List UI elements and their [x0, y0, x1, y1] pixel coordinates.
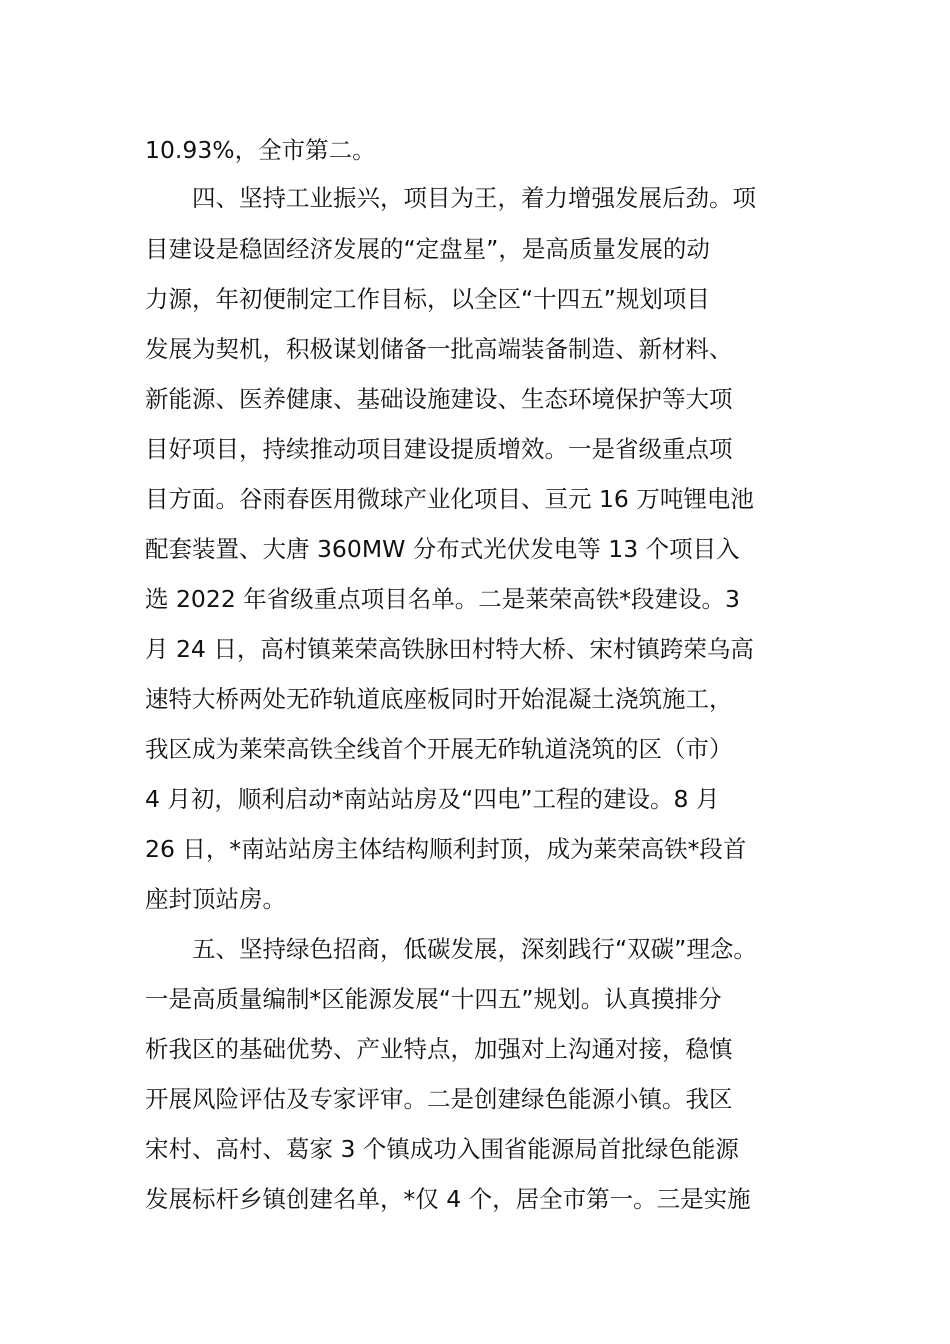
text-line: 4 月初，顺利启动*南站站房及“四电”工程的建设。8 月	[145, 785, 720, 813]
text-line: 力源，年初便制定工作目标，以全区“十四五”规划项目	[145, 285, 710, 313]
text-line: 宋村、高村、葛家 3 个镇成功入围省能源局首批绿色能源	[145, 1135, 739, 1163]
text-line: 一是高质量编制*区能源发展“十四五”规划。认真摸排分	[145, 985, 722, 1013]
text-line: 10.93%，全市第二。	[145, 136, 376, 164]
text-line: 开展风险评估及专家评审。二是创建绿色能源小镇。我区	[145, 1085, 733, 1113]
paragraph-5-first-line: 五、坚持绿色招商，低碳发展，深刻践行“双碳”理念。	[192, 935, 757, 963]
text-line: 发展为契机，积极谋划储备一批高端装备制造、新材料、	[145, 335, 733, 363]
text-line: 发展标杆乡镇创建名单，*仅 4 个，居全市第一。三是实施	[145, 1185, 751, 1213]
text-line: 新能源、医养健康、基础设施建设、生态环境保护等大项	[145, 385, 733, 413]
text-line: 选 2022 年省级重点项目名单。二是莱荣高铁*段建设。3	[145, 585, 740, 613]
text-line: 我区成为莱荣高铁全线首个开展无砟轨道浇筑的区（市）	[145, 735, 733, 763]
text-line: 配套装置、大唐 360MW 分布式光伏发电等 13 个项目入	[145, 535, 740, 563]
text-line: 目好项目，持续推动项目建设提质增效。一是省级重点项	[145, 435, 733, 463]
text-line: 目建设是稳固经济发展的“定盘星”，是高质量发展的动	[145, 235, 710, 263]
text-line: 目方面。谷雨春医用微球产业化项目、亘元 16 万吨锂电池	[145, 485, 754, 513]
text-line: 月 24 日，高村镇莱荣高铁脉田村特大桥、宋村镇跨荣乌高	[145, 635, 754, 663]
text-line: 析我区的基础优势、产业特点，加强对上沟通对接，稳慎	[145, 1035, 733, 1063]
text-line: 座封顶站房。	[145, 885, 286, 913]
paragraph-4-first-line: 四、坚持工业振兴，项目为王，着力增强发展后劲。项	[192, 184, 756, 212]
text-line: 26 日，*南站站房主体结构顺利封顶，成为莱荣高铁*段首	[145, 835, 747, 863]
text-line: 速特大桥两处无砟轨道底座板同时开始混凝土浇筑施工，	[145, 685, 733, 713]
